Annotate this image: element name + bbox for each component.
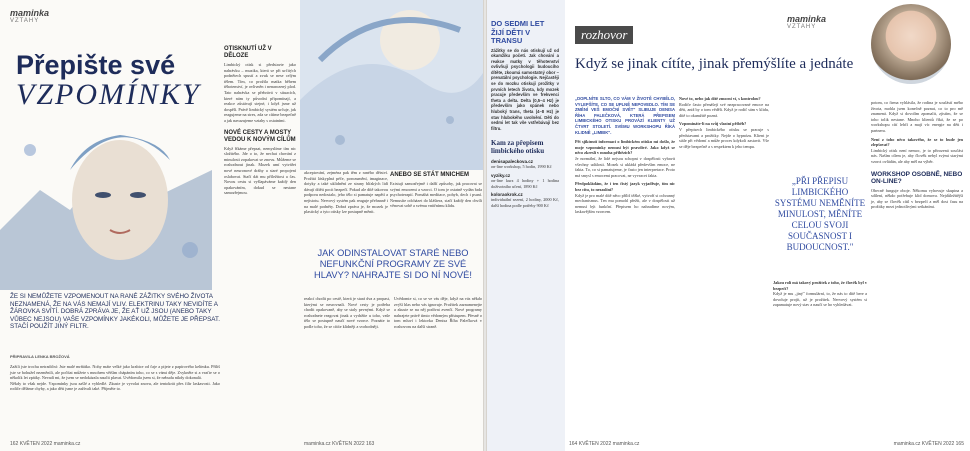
title-line-2: VZPOMÍNKY (16, 78, 201, 111)
page-footer-mid (304, 441, 374, 447)
page-footer-right (569, 441, 639, 447)
answer-3: Rodiče často přenášejí své nezpracované emoce na děti, aniž by o tom věděli. Když je rodič sám v klidu, dítě to okamžitě pozná. (679, 101, 769, 118)
issue-label: KVĚTEN 2022 (921, 441, 955, 447)
body-workshop: Obecně funguje oboje. Někomu vyhovuje skupina a sdílení, někdo potřebuje klid domova. Nejdůležitější je, aby se člověk cítil v bezpečí a měl dost času na prožitky mezi jednotlivými setkáními. (871, 187, 963, 210)
brand-logo: maminka (10, 8, 50, 18)
section-label: VZTAHY (787, 24, 817, 30)
question-6: Není z toho něco takového, že se to bude jen zlepšovat? (871, 136, 963, 148)
body-otisknuti: Limbický otisk si představte jako nahrávku – muzika, která se při určitých podnětech spustí a zvuk se nese celým tělem. Tím, co prožila matka během těhotenství, je ovlivněn i nenarozený plod. Tato nahrávka se přehrává v situacích, které nám ty původní připomínají, a reakce zůstávají stejné, i když jsme už dospělí. Právě limbický systém určuje, jak reagujeme na stres, zda se cítíme bezpečně a jak navazujeme vztahy s ostatními. (224, 62, 296, 123)
body-bottom-left: reakcí chodit po cestě, která je stará dva a propast, kterými se nesrovnali. Nové cesty je potřeba chodit opakovaně, aby se staly pevnými. Když se rozhodnete reagovat jinak a vydržíte u toho, vaše tělo se postupně naučí nové vzorce. Poznáte to podle toho, že se cítíte klidněji a svobodněji. (304, 296, 390, 329)
course-site-2[interactable]: vyziky.cz (491, 173, 511, 178)
spread-gutter (483, 0, 487, 451)
brand-logo: maminka (787, 14, 827, 24)
question-1: Při sjiktnutí informací o limbickém otisku mi došlo, že moje vzpomínky nemusí být pravdivé. Jako když se něco zkreslí v mnoha příbězích? (575, 139, 675, 156)
sidebar-heading: DO SEDMI LET ŽIJÍ DĚTI V TRANSU (491, 19, 545, 45)
interview-column-1 (575, 96, 675, 215)
sidebar-body: Zážitky se do nás otiskují už od okamžiku početí. Jak chování a reakce matky v těhotenství ovlivňují psychologii budoucího dítěte, zkoumá samostatný obor – prenatální psychologie. Nejčastěji se do mozku otiskují prožitky v prvních letech života, kdy mozek pracuje především ve frekvenci theta a delta. Delta (0,5–4 Hz) je především jako spánek nebo hluboký trans, theta (4–8 Hz) je stav hlubokého uvolnění. Děti do sedmi let tak vše vstřebávají bez filtru. (491, 47, 559, 131)
question-5: Jakou roli má takový prožitek z toho, že člověk byl v bezpečí? (773, 280, 867, 291)
site-label: maminka.cz (612, 441, 640, 447)
column-anebo (390, 170, 482, 209)
section-label: VZTAHY (10, 18, 40, 24)
illustration-sky (300, 0, 485, 170)
site-label: maminka.cz (304, 441, 331, 447)
page-162 (0, 0, 300, 451)
pull-quote-right: „PŘI PŘEPISU LIMBICKÉHO SYSTÉMU NEMĚNÍTE MINULOST, MĚNÍTE CELOU SVOJI SOUČASNOST I BUDOUCNOST." (774, 176, 866, 252)
site-label: maminka.cz (53, 441, 81, 447)
answer-4: V přepisech limbického otisku se pracuje s představami a prožitky. Nejde o hypnózu. Klient je stále při vědomí a může proces kdykoli zastavit. Vše se děje bezpečně a s respektem k jeho tempu. (679, 126, 769, 149)
issue-label: KVĚTEN 2022 (332, 441, 365, 447)
rubric-label: rozhovor (575, 26, 633, 44)
question-2: Předpokládám, že i ten čistý jazyk vyjadřuje, tím nic bez citu, to nezaslíní? (575, 181, 675, 192)
interview-column-4 (871, 100, 963, 210)
page-163 (300, 0, 485, 451)
body-column-4: potom, co firma vyhlásila, že rodina je součástí mého života, mohla jsem konečně poznat, co to pro mě znamená. Když si dovolím zpomalit, zjistím, že se toho tolik nestane. Mnoho klientů říká, že se po workshopu cítí lehčí a mají víc energie na děti i partnera. (871, 100, 963, 133)
question-4: Vzpomínáte-li na svůj vlastní příběh? (679, 121, 747, 127)
course-desc-3: individuální sezení, 2 hodiny, 2000 Kč, další hodina podle potřeby 900 Kč (491, 197, 559, 208)
interviewee-photo (871, 4, 951, 84)
page-footer-far (894, 441, 964, 447)
body-mnichem: Existují samozřejmě i další způsoby, jak pracovat se svými emocemi a vzorci. O tom je ostatně vydán řada psychoterapií. Pomáhá meditace, pohyb, dech i psaní. Nemusíte odcházet do kláštera, stačí každý den chvíli věnovat sobě a svému vnitřnímu klidu. (390, 181, 482, 209)
page-number: 162 (10, 441, 19, 447)
page-164 (565, 0, 970, 451)
column-right (224, 44, 296, 196)
subheading-nove-cesty: NOVÉ CESTY A MOSTY VEDOU K NOVÝM CÍLŮM (224, 129, 296, 143)
page-number: 163 (366, 441, 375, 447)
page-number: 164 (569, 441, 578, 447)
interview-column-2 (679, 96, 769, 149)
pull-quote: JAK ODINSTALOVAT STARÉ NEBO NEFUNKČNÍ PROGRAMY ZE SVÉ HLAVY? NAHRAJTE SI DO NÍ NOVÉ! (314, 248, 472, 280)
site-label: maminka.cz (893, 441, 921, 447)
page-number: 165 (955, 441, 964, 447)
page-footer-left (10, 441, 80, 447)
page-header (10, 8, 70, 24)
page-header-right (787, 14, 847, 30)
column-bottom-left (304, 296, 390, 330)
courses-heading: Kam za přepisem limbického otisku (491, 139, 545, 156)
body-bottom-right: Uvědomte si, co se ve vás děje, když na vás někdo zvýší hlas nebo vás ignoruje. Prožitek zaznamenejte a zkuste se na něj podívat zvenčí. Nové programy nahrajete právě tímto vědomým přístupem. Přesně o tom mluví i lektorka Denisa Říha Palečková v rozhovoru na další straně. (394, 296, 482, 329)
course-desc-2: on-line kurz 4 hodiny + 1 hodina doživotního učení, 1890 Kč (491, 178, 559, 189)
sidebar-box (485, 0, 565, 451)
body-intro (10, 364, 220, 392)
issue-label: KVĚTEN 2022 (19, 441, 53, 447)
answer-2: Když je pro malé dítě něco příliš těžké, vytvoří si ochranný mechanismus. Ten mu pomohl přežít, ale v dospělosti už nemusí být funkční. Přepisem ho nahradíme novým, laskavějším vzorcem. (575, 192, 675, 215)
byline: PŘIPRAVILA LENKA BROŽOVÁ (10, 354, 70, 359)
subheading-workshop: WORKSHOP OSOBNĚ, NEBO ON-LINE? (871, 170, 963, 186)
lead-paragraph: ŽE SI NEMŮŽETE VZPOMENOUT NA RANÉ ZÁŽITKY SVÉHO ŽIVOTA NEZNAMENÁ, ŽE NA VÁS NEMAJÍ VLIV. ELEKTRINU TAKY NEVIDÍTE A ŽÁROVKA SVÍTÍ. DOBRÁ ZPRÁVA JE, ŽE AŤ UŽ JSOU (ANEBO TAKY VŮBEC NEJSOU) VAŠE VZPOMÍNKY JAKÉKOLI, MŮŽETE JE PŘEPSAT. STAČÍ POUŽÍT JINÝ FILTR. (10, 293, 220, 331)
column-bottom-right (394, 296, 482, 330)
body-continuation: akceptování, zejména pak těm z raného dětství. Prožitá láskyplná péče, porozumění, imaginace, dotyky a také uklidnění ze strany blízkých lidí dávají dítěti pocit bezpečí. Pokud ale dítě takovou podporu nedostalo, jeho tělo si pamatuje napětí a nejistotu. Nervový systém pak reaguje přehnaně i na malé podněty. Dobrá zpráva je, že mozek je plastický a tyto otisky lze postupně měnit. (304, 170, 388, 215)
illustration-face (0, 100, 212, 290)
interview-title: Když se jinak cítíte, jinak přemýšlíte a jednáte (575, 56, 854, 72)
title-line-1: Přepište své (16, 50, 176, 80)
course-desc-1: on-line workshop, 5 hodin, 1990 Kč (491, 164, 552, 170)
body-nove-cesty: Když říkáme přepsat, nemyslíme tím nic složitého. Jde o to, že nechat chování z minulosti zopakovat se znovu. Můžeme se rozhodnout jinak. Mozek umí vytvářet nové neuronové dráhy a staré propojení oslabovat. Stačí dát mu příležitost a čas. Novou cestu si vyšlapáváme každý den opakováním, dokud se nestane samozřejmou. (224, 145, 296, 196)
body-paragraph-2: Někdy to však nejde. Vzpomínky jsou zašlé a vybledlé. Zkuste je vyvolat znovu, ale tentokrát přes filtr laskavosti. Jako rodiče děláme chyby, a jako děti jsme je zažívali také. Přijměte to. (10, 380, 220, 392)
subheading-otisknuti: OTISKNUTÍ UŽ V DĚLOZE (224, 46, 272, 59)
issue-label: KVĚTEN 2022 (578, 441, 612, 447)
answer-1: Je normální, že lidé nejsou schopni v dospělosti vybavit všechny události. Mozek si ukládá především emoce, ne fakta. To, co si pamatujeme, je často jen interpretace. Proto má smysl s emocemi pracovat, ne vyvracet fakta. (575, 155, 675, 178)
interview-intro: „DOPLNÍTE SLTO, CO VÁM V ŽIVOTĚ CHYBĚLO, VYLEPŠÍTE, CO SE UPLNĚ NEPOVEDLO. TÍM SE ZMĚNÍ VEŠ EMOČNÍ SVĚT" SLIBUJE DENISA ŘÍHA PALEČKOVÁ, KTERÁ PŘEPISEM LIMBICKÉHO OTISKU PROVÁZÍ KLIENTY UŽ ČTVRT STOLETÍ. SVÉMU WORKSHOPU ŘÍKÁ KLIDNĚ „LIMBIK". (575, 96, 675, 135)
body-paragraph-1: Zažili jste trochu netradiční: Jste malé mrňátko. Nohy máte velké jako krabice od čaje a pijete z papírového kelímku. Příliš jste se bohužel nezměnili, ale počítat můžete s mnohem větším chápáním toho, co se s vámi děje. Zvykněte si a vraťte se o několik let zpátky. Nevadí mi, že jsem se nedokázala naučit plavat. Uvědomila jsem si, že nebudu nikdy dokonalá. (10, 364, 220, 381)
interview-column-3 (773, 280, 867, 308)
course-site-3[interactable]: koloraokrok.cz (491, 192, 523, 198)
question-3: Nové to, nebo jak dítě zmocní ví, s kontrolou? (679, 96, 761, 101)
subheading-mnichem: ANEBO SE STÁT MNICHEM (390, 172, 470, 178)
answer-5: Když je mu „jiný" formulární, to, že nás to dítě bere a dovoluje projít, už je prožitek. Nervový systém si zapamatuje nový stav a naučí se ho vyhledávat. (773, 291, 867, 308)
column-continuation (304, 170, 388, 215)
answer-6: Limbický otisk není nemoc, je to přirozená součást nás. Naším cílem je, aby člověk nebyl svými starými vzorci ovládán, ale aby měl na výběr. (871, 147, 963, 164)
course-site-1[interactable]: denisapaleckova.cz (491, 159, 534, 165)
